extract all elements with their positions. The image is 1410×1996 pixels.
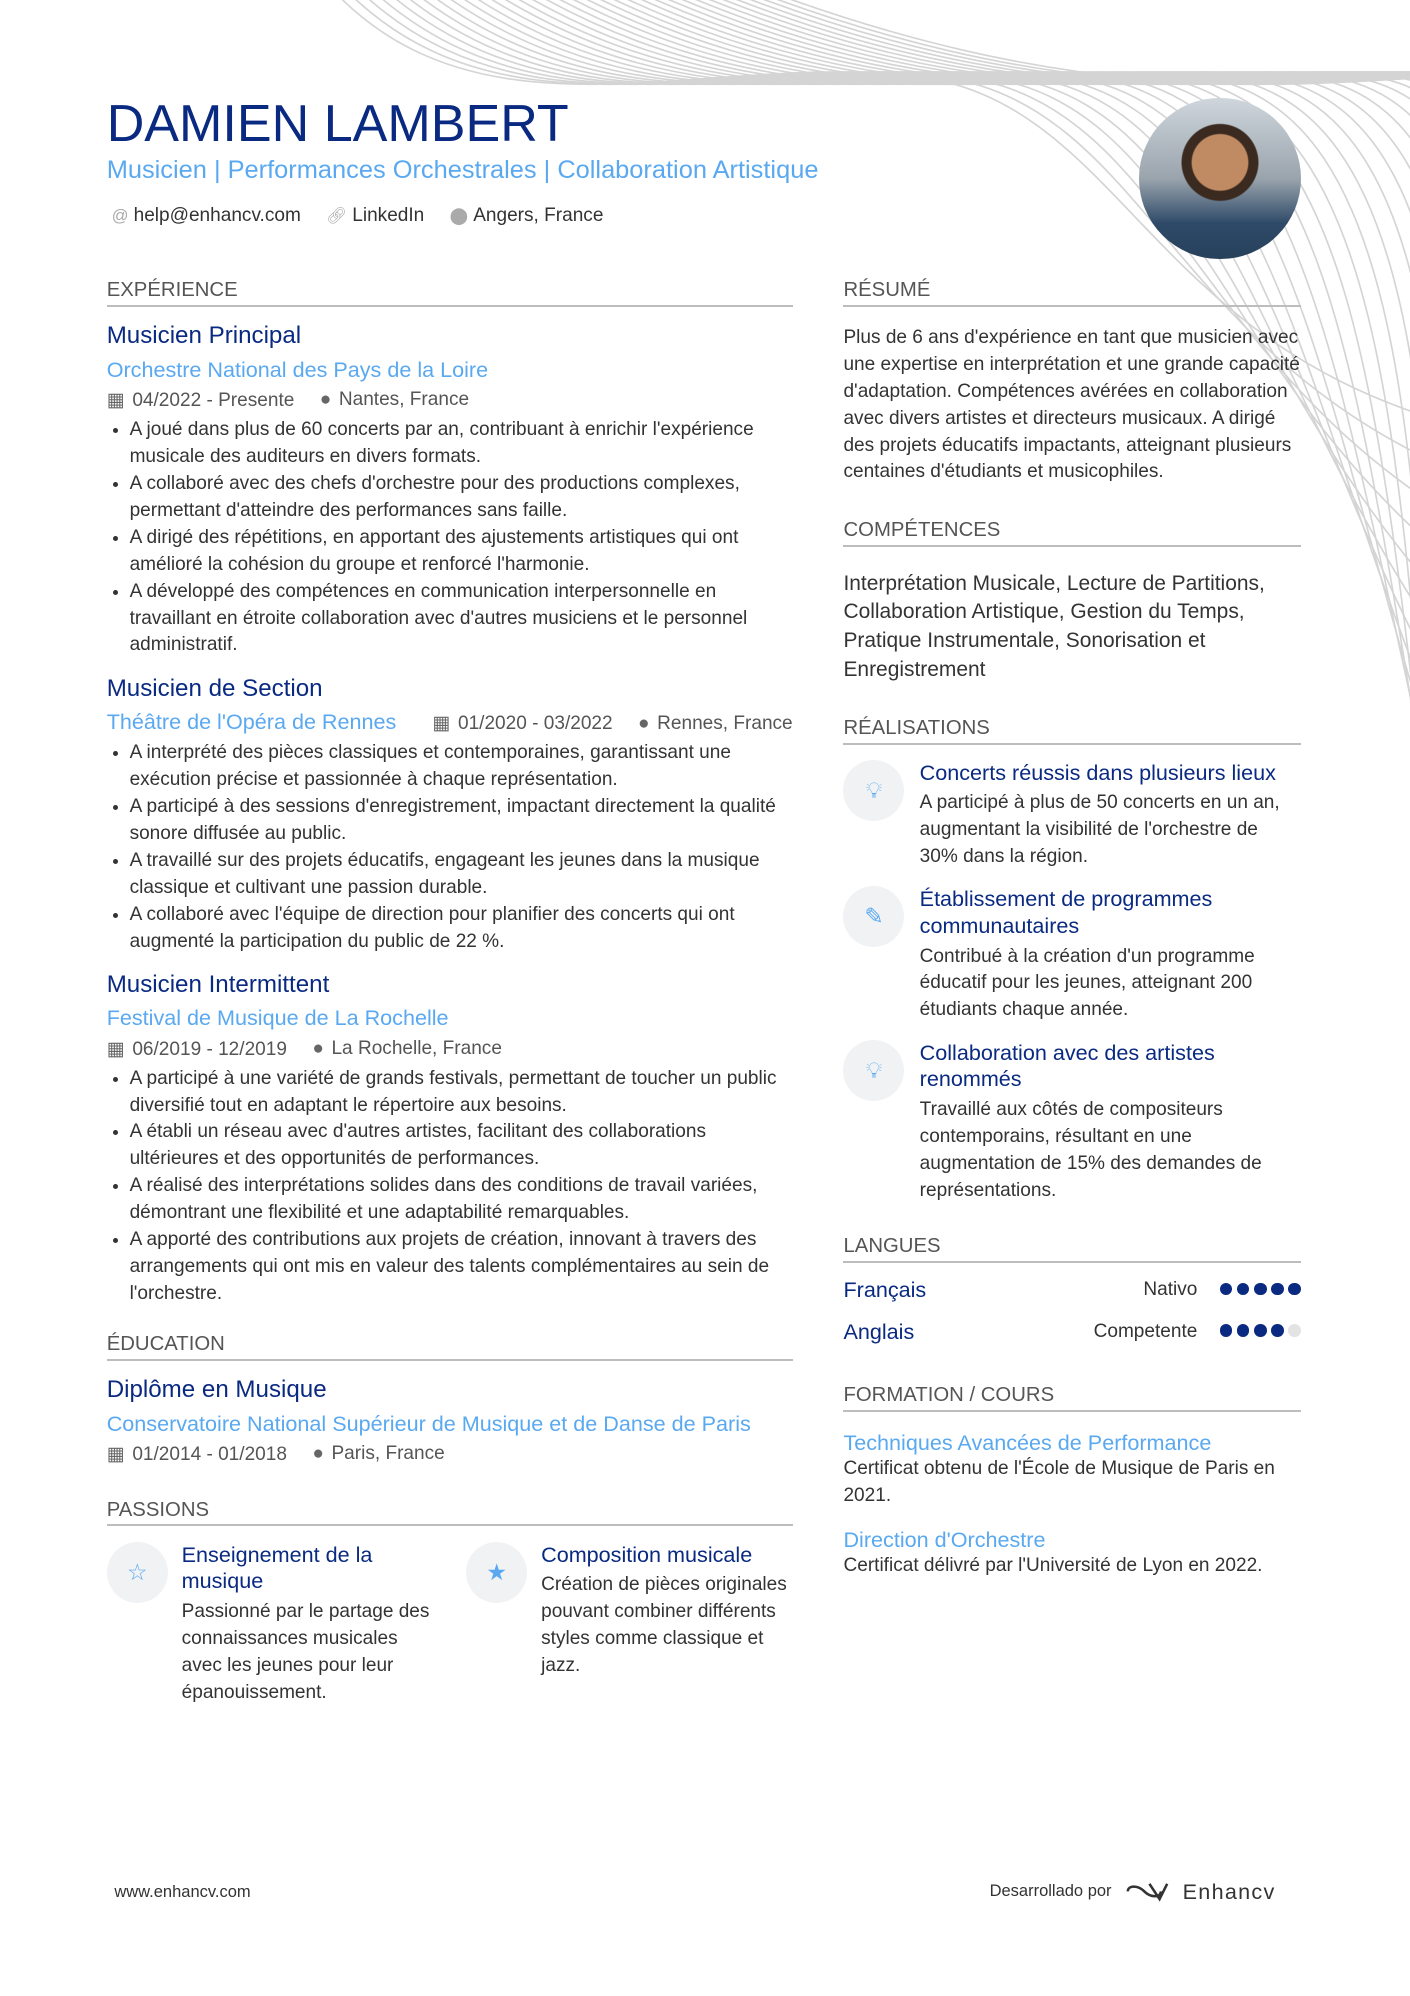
language-level: Competente xyxy=(1093,1320,1198,1342)
location-pin-icon: ● xyxy=(312,1443,324,1465)
passions-list xyxy=(107,1542,793,1707)
section-heading-summary: RÉSUMÉ xyxy=(843,279,1300,307)
job-location-wrap xyxy=(312,1038,502,1060)
job-bullet: • A participé à des sessions d'enregistrement, impactant directement la qualité sonore diffusée au public. xyxy=(130,794,793,848)
rating-dot xyxy=(1237,1324,1250,1337)
job-entry xyxy=(107,675,793,956)
education-location: Paris, France xyxy=(331,1443,445,1465)
candidate-title: Musicien | Performances Orchestrales | Collaboration Artistique xyxy=(106,156,819,185)
job-dates-wrap xyxy=(107,389,295,412)
section-heading-training: FORMATION / COURS xyxy=(843,1384,1300,1412)
language-name: Français xyxy=(843,1276,927,1302)
passion-title: Enseignement de la musique xyxy=(181,1541,373,1594)
job-dates: 04/2022 - Presente xyxy=(132,389,295,411)
degree: Diplôme en Musique xyxy=(106,1376,327,1404)
training-title: Direction d'Orchestre xyxy=(843,1527,1046,1553)
education-location-wrap xyxy=(312,1443,444,1465)
lightbulb-icon: 💡︎ xyxy=(843,1040,904,1101)
job-location: Rennes, France xyxy=(657,712,793,734)
education-meta xyxy=(107,1443,793,1466)
training-desc: Certificat délivré par l'Université de Lyon en 2022. xyxy=(843,1555,1263,1577)
star-outline-icon: ☆ xyxy=(107,1542,168,1603)
contact-location xyxy=(450,205,604,227)
section-heading-achievements: RÉALISATIONS xyxy=(843,717,1300,745)
location-pin-icon: ● xyxy=(312,1038,324,1059)
job-bullet: • A apporté des contributions aux projets de création, innovant à travers des arrangements qui ont mis en valeur des talents complémentaires au sein de l'orchestre. xyxy=(130,1227,793,1308)
passion-item xyxy=(107,1542,431,1707)
language-rating xyxy=(1215,1278,1301,1301)
right-column xyxy=(843,279,1300,1580)
language-rating xyxy=(1215,1320,1301,1343)
job-bullet: • A développé des compétences en communication interpersonnelle en travaillant en étroite collaboration avec d'autres musiciens et le personnel administratif. xyxy=(130,579,793,660)
link-icon: 🔗︎ xyxy=(326,206,348,225)
location-pin-icon: ⬤ xyxy=(449,206,469,225)
job-bullets xyxy=(107,740,793,956)
job-company: Théâtre de l'Opéra de Rennes xyxy=(106,709,397,734)
language-item xyxy=(843,1275,1300,1304)
job-bullet: • A collaboré avec des chefs d'orchestre pour des productions complexes, permettant d'atteindre des performances sans faille. xyxy=(130,471,793,525)
job-dates-wrap xyxy=(432,712,612,735)
candidate-name: DAMIEN LAMBERT xyxy=(106,95,569,153)
achievement-title: Établissement de programmes communautaires xyxy=(919,886,1213,939)
job-title: Musicien Intermittent xyxy=(106,970,330,998)
language-item xyxy=(843,1317,1300,1346)
school: Conservatoire National Supérieur de Musique et de Danse de Paris xyxy=(106,1410,751,1436)
linkedin-text: LinkedIn xyxy=(352,204,425,226)
calendar-icon: ▦ xyxy=(106,1038,125,1060)
job-company: Festival de Musique de La Rochelle xyxy=(106,1005,449,1031)
calendar-icon: ▦ xyxy=(106,1443,125,1465)
achievement-desc: Travaillé aux côtés de compositeurs contemporains, résultant en une augmentation de 15% des demandes de représentations. xyxy=(919,1098,1262,1201)
job-location: Nantes, France xyxy=(338,389,470,411)
job-bullets xyxy=(107,1066,793,1308)
job-bullet: • A établi un réseau avec d'autres artistes, facilitant des collaborations ultérieures et des opportunités de performances. xyxy=(130,1119,793,1173)
rating-dot xyxy=(1237,1283,1250,1296)
achievement-item xyxy=(843,886,1300,1024)
job-location: La Rochelle, France xyxy=(331,1038,502,1059)
section-heading-languages: LANGUES xyxy=(843,1235,1300,1263)
job-title: Musicien Principal xyxy=(106,322,302,350)
contact-email[interactable] xyxy=(112,205,301,227)
rating-dot xyxy=(1254,1283,1267,1296)
star-icon: ★ xyxy=(466,1542,527,1603)
achievement-title: Collaboration avec des artistes renommés xyxy=(919,1039,1215,1092)
achievement-desc: Contribué à la création d'un programme éducatif pour les jeunes, atteignant 200 étudiants chaque année. xyxy=(919,945,1255,1021)
job-bullet: • A réalisé des interprétations solides dans des conditions de travail variées, démontrant une flexibilité et une adaptabilité remarquables. xyxy=(130,1173,793,1227)
passion-desc: Passionné par le partage des connaissances musicales avec les jeunes pour leur épanouissement. xyxy=(181,1600,430,1703)
job-bullet: • A participé à une variété de grands festivals, permettant de toucher un public diversifié tout en adaptant le répertoire aux besoins. xyxy=(130,1066,793,1120)
job-dates-wrap xyxy=(107,1038,287,1061)
passion-desc: Création de pièces originales pouvant combiner différents styles comme classique et jazz. xyxy=(541,1574,787,1676)
lightbulb-icon: 💡︎ xyxy=(843,760,904,821)
rating-dot xyxy=(1271,1283,1284,1296)
location-pin-icon: ● xyxy=(638,712,650,734)
contact-linkedin[interactable] xyxy=(326,205,424,227)
rating-dot xyxy=(1220,1283,1233,1296)
job-location-wrap xyxy=(320,389,469,411)
job-dates: 06/2019 - 12/2019 xyxy=(132,1038,287,1060)
passion-title: Composition musicale xyxy=(541,1541,753,1567)
footer-branding xyxy=(990,1879,1276,1905)
rating-dot xyxy=(1254,1324,1267,1337)
job-bullet: • A travaillé sur des projets éducatifs, engageant les jeunes dans la musique classique et cultivant une passion durable. xyxy=(130,848,793,902)
education-dates-wrap xyxy=(107,1443,287,1466)
achievement-desc: A participé à plus de 50 concerts en un an, augmentant la visibilité de l'orchestre de 30% dans la région. xyxy=(919,792,1280,868)
email-text: help@enhancv.com xyxy=(133,204,301,226)
job-bullet: • A joué dans plus de 60 concerts par an, contribuant à enrichir l'expérience musicale des auditeurs en divers formats. xyxy=(130,417,793,471)
job-meta xyxy=(432,712,792,735)
job-meta xyxy=(107,389,793,412)
enhancv-logo-icon xyxy=(1124,1880,1170,1903)
achievement-item xyxy=(843,1040,1300,1205)
section-heading-passions: PASSIONS xyxy=(107,1499,793,1527)
language-level: Nativo xyxy=(1143,1278,1198,1300)
footer-website[interactable]: www.enhancv.com xyxy=(114,1882,251,1901)
rating-dot xyxy=(1288,1324,1301,1337)
magic-wand-icon: ✎ xyxy=(843,886,904,947)
rating-dot xyxy=(1271,1324,1284,1337)
enhancv-brand: Enhancv xyxy=(1182,1878,1276,1904)
calendar-icon: ▦ xyxy=(432,713,451,734)
passion-item xyxy=(466,1542,790,1707)
rating-dot xyxy=(1288,1283,1301,1296)
training-title: Techniques Avancées de Performance xyxy=(843,1429,1212,1455)
job-entry xyxy=(107,971,793,1308)
education-dates: 01/2014 - 01/2018 xyxy=(132,1443,287,1465)
at-icon: @ xyxy=(111,206,129,225)
section-heading-skills: COMPÉTENCES xyxy=(843,519,1300,547)
section-heading-experience: EXPÉRIENCE xyxy=(107,279,793,307)
section-heading-education: ÉDUCATION xyxy=(107,1333,793,1361)
achievement-title: Concerts réussis dans plusieurs lieux xyxy=(919,759,1276,785)
achievement-item xyxy=(843,760,1300,871)
location-text: Angers, France xyxy=(473,204,604,226)
job-bullets xyxy=(107,417,793,659)
job-meta xyxy=(107,1038,793,1061)
summary-text: Plus de 6 ans d'expérience en tant que musicien avec une expertise en interprétation et une grande capacité d'adaptation. Compétences avérées en collaboration avec divers artistes et directeurs musicaux. A dirigé des projets éducatifs impactants, atteignant plusieurs centaines d'étudiants et musicophiles. xyxy=(843,326,1300,483)
job-entry xyxy=(107,322,793,659)
job-bullet: • A collaboré avec l'équipe de direction pour planifier des concerts qui ont augmenté la participation du public de 22 %. xyxy=(130,902,793,956)
location-pin-icon: ● xyxy=(319,389,332,411)
profile-photo xyxy=(1139,98,1300,259)
job-company: Orchestre National des Pays de la Loire xyxy=(106,356,489,382)
job-bullet: • A dirigé des répétitions, en apportant des ajustements artistiques qui ont amélioré la cohésion du groupe et renforcé l'harmonie. xyxy=(130,525,793,579)
skills-text: Interprétation Musicale, Lecture de Partitions, Collaboration Artistique, Gestion du Temps, Pratique Instrumentale, Sonorisation et Enregistrement xyxy=(843,571,1265,681)
left-column xyxy=(107,279,793,1706)
job-title: Musicien de Section xyxy=(106,674,323,702)
rating-dot xyxy=(1220,1324,1233,1337)
job-location-wrap xyxy=(638,713,793,735)
job-dates: 01/2020 - 03/2022 xyxy=(457,713,613,734)
job-bullet: • A interprété des pièces classiques et contemporaines, garantissant une exécution précise et passionnée à chaque représentation. xyxy=(130,740,793,794)
language-name: Anglais xyxy=(843,1318,915,1344)
training-desc: Certificat obtenu de l'École de Musique de Paris en 2021. xyxy=(843,1457,1275,1506)
powered-by-text: Desarrollado por xyxy=(989,1882,1112,1901)
contact-bar xyxy=(112,205,604,227)
calendar-icon: ▦ xyxy=(106,389,125,411)
